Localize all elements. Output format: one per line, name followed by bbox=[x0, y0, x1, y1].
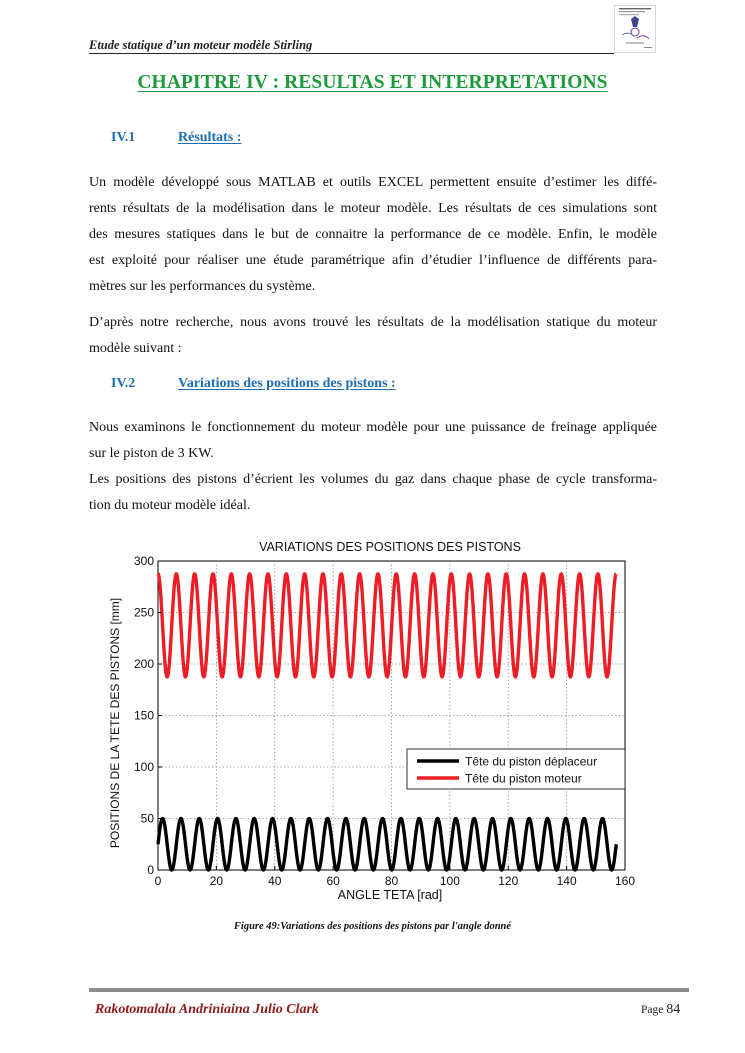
paragraph-line: D’après notre recherche, nous avons trouvé les résultats de la modélisation statique du moteur bbox=[89, 315, 657, 330]
paragraph-line: des mesures statiques dans le but de connaitre la performance de ce modèle. Enfin, le modèle bbox=[89, 227, 657, 242]
x-tick-label: 20 bbox=[209, 874, 224, 888]
x-tick-label: 40 bbox=[268, 874, 282, 888]
paragraph-line: mètres sur les performances du système. bbox=[89, 279, 316, 294]
paragraph-line: rents résultats de la modélisation dans le moteur modèle. Les résultats de ces simulations sont bbox=[89, 201, 657, 216]
paragraph-line: tion du moteur modèle idéal. bbox=[89, 498, 251, 513]
y-tick-label: 200 bbox=[133, 657, 154, 671]
paragraph-line: Nous examinons le fonctionnement du moteur modèle pour une puissance de freinage appliquée bbox=[89, 420, 657, 435]
y-tick-label: 300 bbox=[133, 554, 154, 568]
page-label: Page bbox=[641, 1004, 664, 1016]
footer-author: Rakotomalala Andriniaina Julio Clark bbox=[95, 1002, 319, 1017]
page-indicator bbox=[641, 1002, 680, 1018]
x-axis-label: ANGLE TETA [rad] bbox=[337, 888, 443, 902]
x-tick-label: 120 bbox=[498, 874, 519, 888]
chapter-title: CHAPITRE IV : RESULTAS ET INTERPRETATIONS bbox=[137, 72, 608, 93]
x-tick-label: 0 bbox=[154, 874, 162, 888]
y-tick-label: 100 bbox=[133, 760, 154, 774]
paragraph-line: sur le piston de 3 KW. bbox=[89, 446, 214, 461]
y-tick-label: 250 bbox=[133, 605, 154, 620]
legend-label: Tête du piston moteur bbox=[465, 771, 582, 786]
paragraph-line: Un modèle développé sous MATLAB et outils EXCEL permettent ensuite d’estimer les diffé- bbox=[89, 175, 657, 190]
page-number: 84 bbox=[666, 1002, 681, 1017]
body-paragraph bbox=[89, 310, 657, 362]
y-tick-label: 150 bbox=[133, 708, 154, 723]
section-heading: Résultats : bbox=[178, 130, 242, 145]
y-tick-label: 50 bbox=[140, 811, 154, 826]
body-paragraph bbox=[89, 415, 657, 519]
section-number: IV.1 bbox=[111, 130, 136, 145]
piston-position-chart bbox=[100, 534, 645, 904]
x-tick-label: 140 bbox=[556, 874, 577, 888]
running-header-title: Etude statique d’un moteur modèle Stirling bbox=[89, 38, 313, 52]
paragraph-line: Les positions des pistons d’écrient les volumes du gaz dans chaque phase de cycle transforma- bbox=[89, 472, 657, 487]
chart-title: VARIATIONS DES POSITIONS DES PISTONS bbox=[259, 540, 521, 554]
section-heading: Variations des positions des pistons : bbox=[178, 376, 396, 391]
paragraph-line: est exploité pour réaliser une étude paramétrique afin d’étudier l’influence de différents para- bbox=[89, 253, 657, 268]
header-logo-icon bbox=[614, 5, 656, 53]
body-paragraph bbox=[89, 170, 657, 300]
legend-label: Tête du piston déplaceur bbox=[465, 754, 598, 769]
paragraph-line: modèle suivant : bbox=[89, 341, 182, 356]
y-tick-label: 0 bbox=[147, 863, 154, 877]
x-tick-label: 60 bbox=[326, 874, 340, 888]
x-tick-label: 160 bbox=[614, 874, 636, 888]
section-number: IV.2 bbox=[111, 376, 136, 391]
figure-caption: Figure 49:Variations des positions des pistons par l'angle donné bbox=[233, 921, 512, 932]
header-divider bbox=[89, 53, 614, 54]
x-tick-label: 100 bbox=[439, 874, 460, 888]
footer-divider bbox=[89, 988, 689, 992]
y-axis-label: POSITIONS DE LA TETE DES PISTONS [mm] bbox=[108, 597, 122, 849]
x-tick-label: 80 bbox=[384, 874, 399, 888]
